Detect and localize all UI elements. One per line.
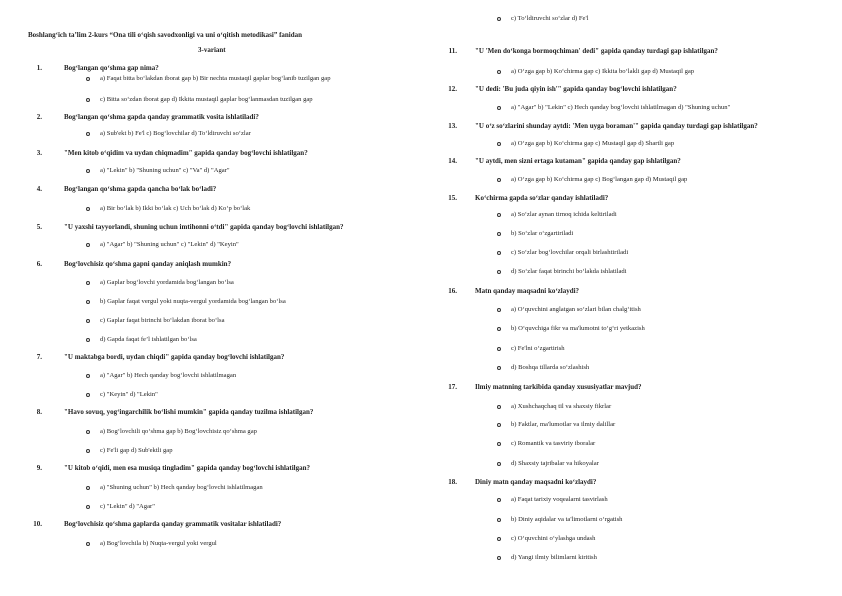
option-text: c) Fe'lni o‘zgartirish: [511, 345, 565, 352]
radio-circle-icon: [497, 556, 501, 560]
option-text: d) Yangi ilmiy bilimlarni kiritish: [511, 554, 597, 561]
question-number: 12.: [448, 85, 457, 93]
option-text: c) So‘zlar bog‘lovchilar orqali birlashtiriladi: [511, 249, 629, 256]
option-text: a) "Agar" b) "Shuning uchun" c) "Lekin" d) "Keyin": [100, 241, 239, 248]
radio-circle-icon: [497, 106, 501, 110]
question-number: 2.: [36, 113, 42, 121]
question-text: Bog‘lovchisiz qo‘shma gaplarda qanday grammatik vositalar ishlatiladi?: [64, 520, 282, 528]
radio-circle-icon: [497, 537, 501, 541]
option-text: c) Bitta so‘zdan iborat gap d) Ikkita mustaqil gaplar bog‘lanmasdan tuzilgan gap: [100, 96, 313, 103]
question-text: Ilmiy matnning tarkibida qanday xususiyatlar mavjud?: [475, 383, 642, 391]
question-number: 13.: [448, 122, 457, 130]
question-text: Bog‘lovchisiz qo‘shma gapni qanday aniqlash mumkin?: [64, 260, 232, 268]
option-text: a) Gaplar bog‘lovchi yordamida bog‘langan bo‘lsa: [100, 279, 234, 286]
question-text: "U dedi: 'Bu juda qiyin ish'" gapida qanday bog‘lovchi ishlatilgan?: [475, 85, 677, 93]
option-text: a) Faqat tarixiy voqealarni tasvirlash: [511, 496, 608, 503]
option-text: a) So‘zlar aynan tirnoq ichida keltiriladi: [511, 211, 617, 218]
radio-circle-icon: [86, 77, 90, 81]
question-text: Ko‘chirma gapda so‘zlar qanday ishlatiladi?: [475, 194, 609, 202]
question-number: 3.: [36, 149, 42, 157]
radio-circle-icon: [86, 542, 90, 546]
radio-circle-icon: [497, 270, 501, 274]
question-number: 10.: [33, 520, 42, 528]
option-text: b) So‘zlar o‘zgartiriladi: [511, 230, 574, 237]
radio-circle-icon: [497, 142, 501, 146]
option-text: a) "Lekin" b) "Shuning uchun" c) "Va" d) "Agar": [100, 167, 230, 174]
option-text: c) O‘quvchini o‘ylashga undash: [511, 535, 596, 542]
radio-circle-icon: [86, 281, 90, 285]
radio-circle-icon: [497, 347, 501, 351]
radio-circle-icon: [86, 449, 90, 453]
radio-circle-icon: [86, 169, 90, 173]
radio-circle-icon: [497, 70, 501, 74]
question-text: Matn qanday maqsadni ko‘zlaydi?: [475, 287, 580, 295]
option-text: a) Xushchaqchaq til va shaxsiy fikrlar: [511, 403, 612, 410]
option-text: a) "Agar" b) Hech qanday bog‘lovchi ishlatilmagan: [100, 372, 237, 379]
radio-circle-icon: [497, 518, 501, 522]
option-text: c) "Keyin" d) "Lekin": [100, 391, 158, 398]
option-text: a) "Shuning uchun" b) Hech qanday bog‘lovchi ishlatilmagan: [100, 484, 263, 491]
radio-circle-icon: [86, 505, 90, 509]
option-text: a) Bog‘lovchili qo‘shma gap b) Bog‘lovchisiz qo‘shma gap: [100, 428, 257, 435]
radio-circle-icon: [86, 338, 90, 342]
radio-circle-icon: [86, 430, 90, 434]
option-text: b) Diniy aqidalar va ta'limotlarni o‘rgatish: [511, 516, 623, 523]
option-text: c) Gaplar faqat birinchi bo‘lakdan iborat bo‘lsa: [100, 317, 225, 324]
question-text: Bog‘langan qo‘shma gapda qancha bo‘lak bo‘ladi?: [64, 185, 217, 193]
radio-circle-icon: [497, 213, 501, 217]
question-number: 7.: [36, 353, 42, 361]
radio-circle-icon: [497, 498, 501, 502]
option-text: a) Sub'ekt b) Fe'l c) Bog‘lovchilar d) To‘ldiruvchi so‘zlar: [100, 130, 251, 137]
radio-circle-icon: [86, 393, 90, 397]
question-text: "U kitob o‘qidi, men esa musiqa tingladim" gapida qanday bog‘lovchi ishlatilgan?: [64, 464, 311, 472]
option-text: d) Shaxsiy tajribalar va hikoyalar: [511, 460, 599, 467]
radio-circle-icon: [497, 462, 501, 466]
question-text: "Men kitob o‘qidim va uydan chiqmadim" gapida qanday bog‘lovchi ishlatilgan?: [64, 149, 308, 157]
question-text: "U o‘z so‘zlarini shunday aytdi: 'Men uyga boraman'" gapida qanday turdagi gap ishlatilgan?: [475, 122, 758, 130]
option-text: a) Faqat bitta bo‘lakdan iborat gap b) Bir nechta mustaqil gaplar bog‘lanib tuzilgan gap: [100, 75, 331, 82]
question-number: 8.: [36, 408, 42, 416]
option-text: c) To‘ldiruvchi so‘zlar d) Fe'l: [511, 15, 589, 22]
question-number: 15.: [448, 194, 457, 202]
option-text: a) O‘zga gap b) Ko‘chirma gap c) Mustaqil gap d) Shartli gap: [511, 140, 675, 147]
option-text: c) Fe'li gap d) Sub'ektli gap: [100, 447, 173, 454]
option-text: a) O‘zga gap b) Ko‘chirma gap c) Ikkita bo‘lakli gap d) Mustaqil gap: [511, 68, 695, 75]
option-text: d) Boshqa tillarda so‘zlashish: [511, 364, 590, 371]
radio-circle-icon: [497, 178, 501, 182]
question-number: 6.: [36, 260, 42, 268]
radio-circle-icon: [86, 207, 90, 211]
option-text: c) Romantik va tasviriy iboralar: [511, 440, 596, 447]
option-text: b) Faktlar, ma'lumotlar va ilmiy dalillar: [511, 421, 616, 428]
radio-circle-icon: [497, 251, 501, 255]
variant-label: 3-variant: [198, 46, 226, 54]
question-number: 18.: [448, 478, 457, 486]
question-text: Bog‘langan qo‘shma gap nima?: [64, 64, 159, 72]
question-text: Diniy matn qanday maqsadni ko‘zlaydi?: [475, 478, 597, 486]
question-number: 1.: [36, 64, 42, 72]
radio-circle-icon: [497, 366, 501, 370]
option-text: b) O‘quvchiga fikr va ma'lumotni to‘g‘ri yetkazish: [511, 325, 645, 332]
radio-circle-icon: [497, 17, 501, 21]
option-text: b) Gaplar faqat vergul yoki nuqta-vergul yordamida bog‘langan bo‘lsa: [100, 298, 286, 305]
option-text: c) "Lekin" d) "Agar": [100, 503, 155, 510]
radio-circle-icon: [86, 374, 90, 378]
option-text: a) "Agar" b) "Lekin" c) Hech qanday bog‘lovchi ishlatilmagan d) "Shuning uchun": [511, 104, 731, 111]
option-text: a) O‘zga gap b) Ko‘chirma gap c) Bog‘langan gap d) Mustaqil gap: [511, 176, 688, 183]
document-title: Boshlang‘ich ta’lim 2-kurs “Ona tili o‘qish savodxonligi va uni o‘qitish metodikasi” fanidan: [28, 31, 303, 39]
question-number: 4.: [36, 185, 42, 193]
radio-circle-icon: [497, 308, 501, 312]
option-text: a) O‘quvchini anglatgan so‘zlari bilan chalg‘itish: [511, 306, 641, 313]
radio-circle-icon: [86, 132, 90, 136]
question-number: 11.: [448, 47, 457, 55]
option-text: a) Bir bo‘lak b) Ikki bo‘lak c) Uch bo‘lak d) Ko‘p bo‘lak: [100, 205, 251, 212]
radio-circle-icon: [86, 98, 90, 102]
radio-circle-icon: [86, 300, 90, 304]
question-text: "U maktabga bordi, uydan chiqdi" gapida qanday bog‘lovchi ishlatilgan?: [64, 353, 285, 361]
question-text: "Havo sovuq, yog‘ingarchilik bo‘lishi mumkin" gapida qanday tuzilma ishlatilgan?: [64, 408, 314, 416]
option-text: d) So‘zlar faqat birinchi bo‘lakda ishlatiladi: [511, 268, 627, 275]
radio-circle-icon: [497, 405, 501, 409]
radio-circle-icon: [497, 442, 501, 446]
radio-circle-icon: [86, 319, 90, 323]
question-text: "U yaxshi tayyorlandi, shuning uchun imtihonni o‘tdi" gapida qanday bog‘lovchi ishlatilgan?: [64, 223, 344, 231]
question-number: 5.: [36, 223, 42, 231]
question-number: 17.: [448, 383, 457, 391]
radio-circle-icon: [86, 486, 90, 490]
option-text: d) Gapda faqat fe’l ishlatilgan bo‘lsa: [100, 336, 197, 343]
radio-circle-icon: [497, 423, 501, 427]
question-text: "U 'Men do‘konga bormoqchiman' dedi" gapida qanday turdagi gap ishlatilgan?: [475, 47, 718, 55]
question-number: 16.: [448, 287, 457, 295]
question-number: 9.: [36, 464, 42, 472]
radio-circle-icon: [497, 327, 501, 331]
radio-circle-icon: [497, 232, 501, 236]
question-text: Bog‘langan qo‘shma gapda qanday grammatik vosita ishlatiladi?: [64, 113, 259, 121]
question-text: "U aytdi, men sizni ertaga kutaman" gapida qanday gap ishlatilgan?: [475, 157, 681, 165]
question-number: 14.: [448, 157, 457, 165]
option-text: a) Bog‘lovchila b) Nuqta-vergul yoki vergul: [100, 540, 217, 547]
radio-circle-icon: [86, 243, 90, 247]
